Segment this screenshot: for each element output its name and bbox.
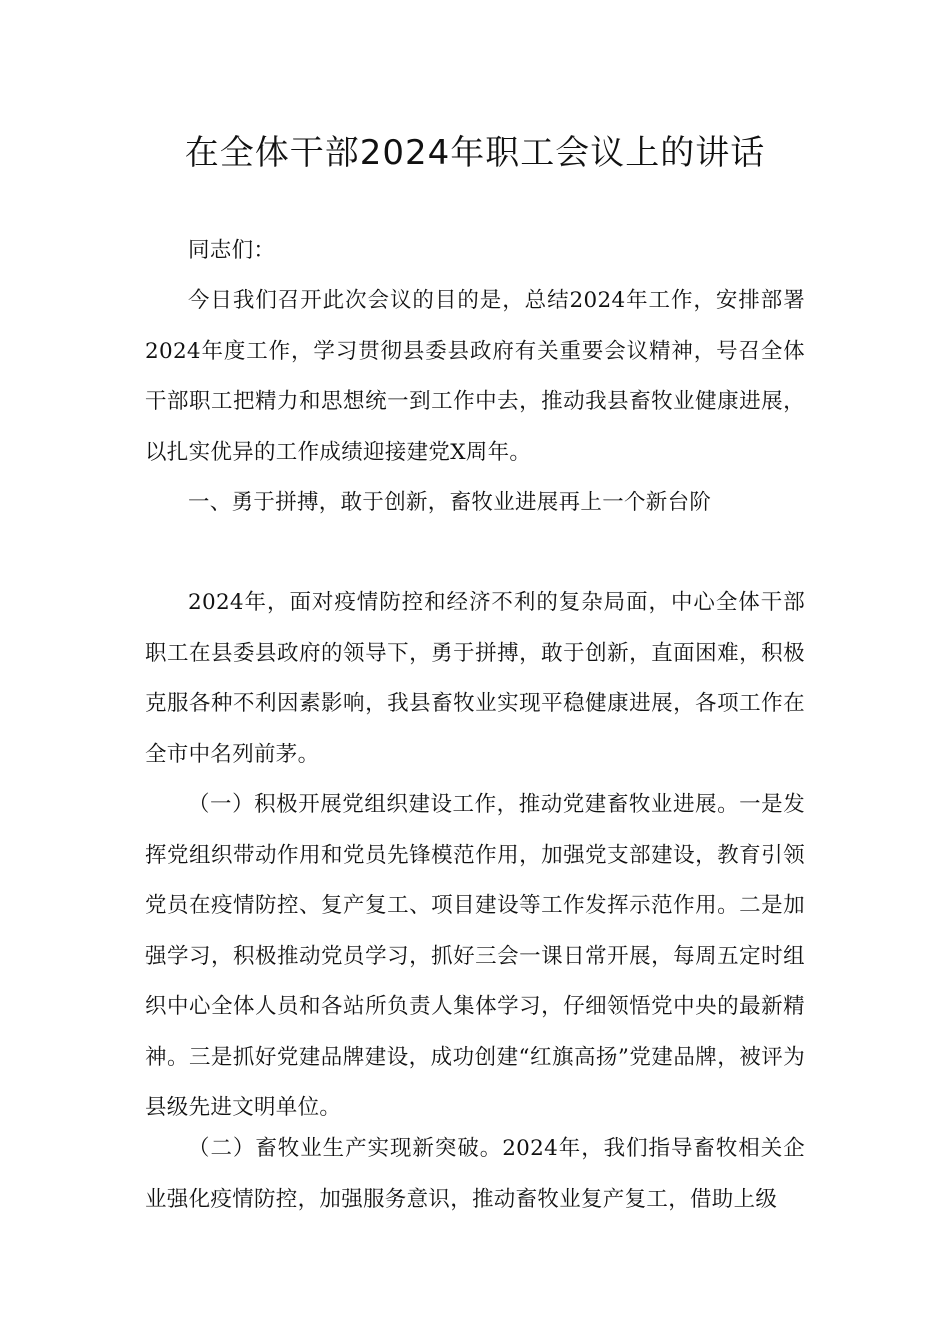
intro-paragraph: 今日我们召开此次会议的目的是，总结2024年工作，安排部署2024年度工作，学习贯彻县委县政府有关重要会议精神，号召全体干部职工把精力和思想统一到工作中去，推动我县畜牧业健康进展，以扎实优异的工作成绩迎接建党X周年。 [145, 288, 805, 465]
subsection-1-paragraph: （一）积极开展党组织建设工作，推动党建畜牧业进展。一是发挥党组织带动作用和党员先锋模范作用，加强党支部建设，教育引领党员在疫情防控、复产复工、项目建设等工作发挥示范作用。二是加强学习，积极推动党员学习，抓好三会一课日常开展，每周五定时组织中心全体人员和各站所负责人集体学习，仔细领悟党中央的最新精神。三是抓好党建品牌建设，成功创建“红旗高扬”党建品牌，被评为县级先进文明单位。 [145, 792, 805, 1120]
section-heading-1: 一、勇于拼搏，敢于创新，畜牧业进展再上一个新台阶 [188, 490, 712, 515]
subsection-2-paragraph: （二）畜牧业生产实现新突破。2024年，我们指导畜牧相关企业强化疫情防控，加强服务意识，推动畜牧业复产复工，借助上级 [145, 1136, 805, 1212]
document-title: 在全体干部2024年职工会议上的讲话 [184, 133, 766, 173]
greeting-paragraph: 同志们： [188, 238, 276, 263]
year-summary-paragraph: 2024年，面对疫情防控和经济不利的复杂局面，中心全体干部职工在县委县政府的领导下，勇于拼搏，敢于创新，直面困难，积极克服各种不利因素影响，我县畜牧业实现平稳健康进展，各项工作在全市中名列前茅。 [145, 590, 805, 767]
